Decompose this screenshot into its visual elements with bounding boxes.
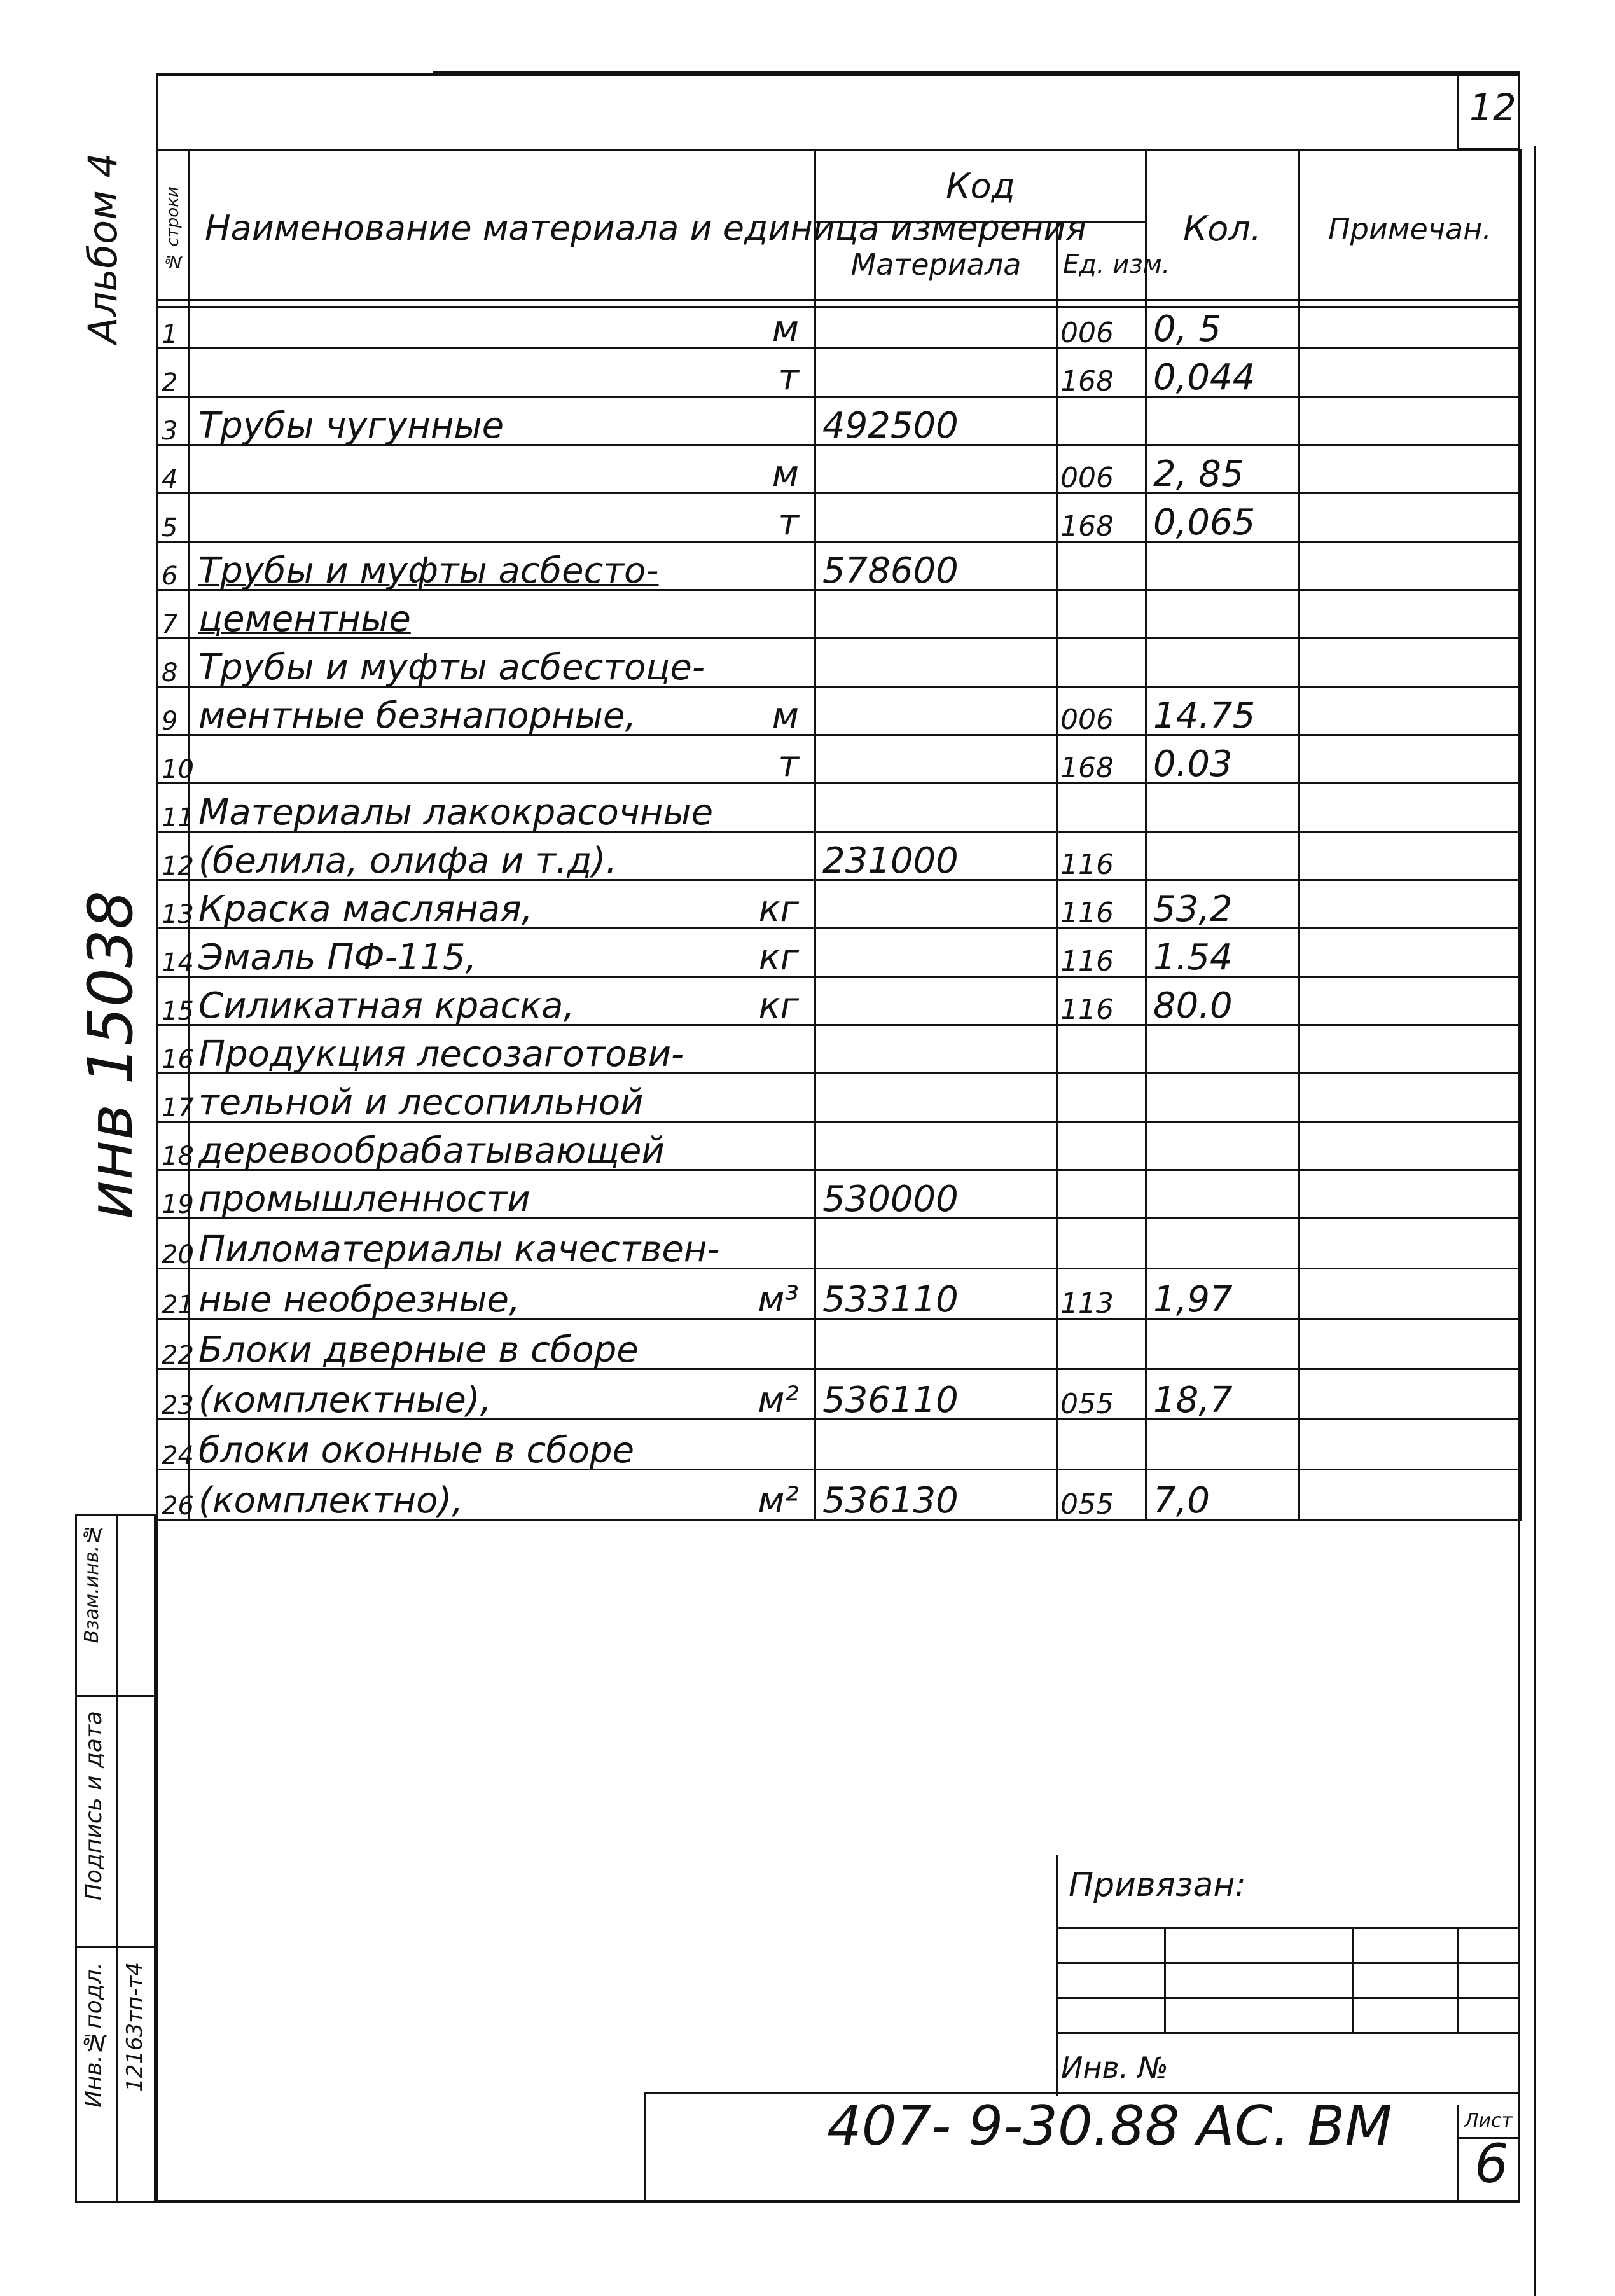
unit-header: Ед. изм. [1057,223,1146,307]
unit-code: 055 [1057,1369,1146,1420]
quantity [1146,397,1299,445]
quantity [1146,1122,1299,1170]
quantity: 0, 5 [1146,300,1299,349]
material-name: Трубы чугунные [198,405,504,446]
binding-rule-3 [1056,1997,1520,1999]
name-header: Наименование материала и единица измерения [189,151,815,307]
unit-code: 055 [1057,1470,1146,1520]
note [1299,639,1521,687]
row-number: 3 [157,397,189,445]
sheet-label: Лист [1464,2110,1513,2132]
material-code [815,1219,1057,1269]
materials-table [156,299,1522,1521]
table-row [157,494,1521,542]
note [1299,1219,1521,1269]
note-header: Примечан. [1299,151,1521,307]
material-name-cell [189,542,815,590]
row-number: 23 [157,1369,189,1420]
binding-rule-4 [1056,2032,1520,2034]
row-number: 22 [157,1319,189,1369]
table-row [157,445,1521,494]
sheet-number: 6 [1474,2133,1509,2195]
row-number: 6 [157,542,189,590]
material-code [815,1074,1057,1122]
quantity [1146,1170,1299,1219]
material-code [815,1122,1057,1170]
title-block-left-rule [644,2092,646,2203]
unit-code: 113 [1057,1269,1146,1319]
row-number: 24 [157,1420,189,1470]
material-name: промышленности [198,1179,530,1220]
row-number: 16 [157,1025,189,1074]
code-header: Код [815,151,1146,223]
quantity [1146,784,1299,832]
table-row [157,1420,1521,1470]
material-name: Силикатная краска, [198,985,575,1027]
material-code [815,590,1057,639]
material-name: ные необрезные, [198,1279,520,1320]
note [1299,542,1521,590]
note [1299,494,1521,542]
row-number: 15 [157,977,189,1025]
unit-code: 116 [1057,832,1146,880]
document-code: 407- 9-30.88 АС. ВМ [827,2094,1392,2158]
unit-code [1057,590,1146,639]
table-row [157,590,1521,639]
note [1299,929,1521,977]
table-row [157,735,1521,784]
material-name-cell [189,1470,815,1520]
material-code: 536110 [815,1369,1057,1420]
qty-header: Кол. [1146,151,1299,307]
table-row [157,639,1521,687]
binding-col-3 [1457,1927,1459,2032]
quantity: 0.03 [1146,735,1299,784]
note [1299,977,1521,1025]
material-name-cell [189,349,815,397]
note [1299,1025,1521,1074]
material-name: (комплектно), [198,1480,464,1521]
unit-code: 116 [1057,880,1146,929]
row-number: 11 [157,784,189,832]
quantity [1146,590,1299,639]
quantity [1146,542,1299,590]
material-code [815,880,1057,929]
quantity: 18,7 [1146,1369,1299,1420]
note [1299,1470,1521,1520]
quantity: 0,044 [1146,349,1299,397]
binding-label: Привязан: [1069,1866,1246,1904]
table-row [157,1369,1521,1420]
material-name-cell [189,300,815,349]
quantity [1146,639,1299,687]
stamp-row-divider-1 [75,1695,156,1697]
note [1299,590,1521,639]
material-code [815,445,1057,494]
quantity: 1.54 [1146,929,1299,977]
material-name: Трубы и муфты асбестоце- [198,647,705,688]
row-number: 5 [157,494,189,542]
table-row [157,832,1521,880]
note [1299,1420,1521,1470]
material-name-cell [189,590,815,639]
row-number: 9 [157,687,189,735]
row-number-header: № строки [157,151,189,307]
material-code: 231000 [815,832,1057,880]
note [1299,880,1521,929]
unit-code [1057,639,1146,687]
material-code [815,687,1057,735]
row-number: 26 [157,1470,189,1520]
material-code [815,639,1057,687]
row-number: 21 [157,1269,189,1319]
quantity: 0,065 [1146,494,1299,542]
right-margin-rule [1534,146,1536,2296]
unit-code: 168 [1057,494,1146,542]
stamp-label-vzam: Взам.инв.№ [81,1523,103,1643]
material-code: 536130 [815,1470,1057,1520]
material-name: Краска масляная, [198,889,533,930]
row-number: 2 [157,349,189,397]
note [1299,397,1521,445]
measure-unit: кг [758,937,799,978]
material-name-cell [189,880,815,929]
inventory-label: инв 15038 [75,890,146,1220]
note [1299,349,1521,397]
quantity: 14.75 [1146,687,1299,735]
table-row [157,1074,1521,1122]
material-name-cell [189,1319,815,1369]
row-number: 4 [157,445,189,494]
measure-unit: м² [758,1480,799,1521]
material-name-cell [189,494,815,542]
material-code [815,1420,1057,1470]
quantity: 80.0 [1146,977,1299,1025]
material-name-cell [189,1122,815,1170]
unit-code [1057,1025,1146,1074]
inventory-number-label: Инв. № [1061,2050,1168,2085]
note [1299,1074,1521,1122]
unit-code: 006 [1057,445,1146,494]
material-name-cell [189,929,815,977]
unit-code [1057,1170,1146,1219]
page-number-divider [1457,73,1459,149]
note [1299,687,1521,735]
unit-code [1057,784,1146,832]
top-rule [433,71,1520,73]
material-code [815,1319,1057,1369]
quantity [1146,832,1299,880]
note [1299,1319,1521,1369]
row-number: 18 [157,1122,189,1170]
row-number: 1 [157,300,189,349]
material-name-cell [189,832,815,880]
unit-code [1057,1219,1146,1269]
material-name-cell [189,1170,815,1219]
material-name-cell [189,445,815,494]
material-code [815,494,1057,542]
material-code [815,349,1057,397]
row-number: 7 [157,590,189,639]
materials-table-body [157,300,1521,1520]
note [1299,1269,1521,1319]
stamp-value: 12163тп-т4 [122,1962,148,2092]
stamp-divider [116,1514,118,2203]
note [1299,445,1521,494]
unit-code [1057,1074,1146,1122]
material-name-cell [189,1369,815,1420]
binding-rule-2 [1056,1962,1520,1964]
material-name: тельной и лесопильной [198,1082,644,1123]
table-row [157,1470,1521,1520]
table-row [157,1122,1521,1170]
material-code: 530000 [815,1170,1057,1219]
material-code: 492500 [815,397,1057,445]
unit-code [1057,542,1146,590]
note [1299,300,1521,349]
binding-col-2 [1352,1927,1354,2032]
unit-code: 006 [1057,687,1146,735]
note [1299,1170,1521,1219]
measure-unit: т [778,743,799,785]
measure-unit: м [772,308,799,350]
stamp-label-podpis: Подпись и дата [81,1711,107,1901]
row-number: 10 [157,735,189,784]
material-name-cell [189,397,815,445]
quantity: 1,97 [1146,1269,1299,1319]
material-code-header: Материала [815,223,1057,307]
sheet-box-left-rule [1457,2105,1459,2203]
measure-unit: т [778,357,799,398]
material-name-cell [189,1269,815,1319]
table-row [157,1269,1521,1319]
quantity [1146,1420,1299,1470]
stamp-label-inv: Инв.№подл. [81,1962,107,2108]
quantity: 53,2 [1146,880,1299,929]
material-name: Эмаль ПФ-115, [198,937,477,978]
material-name: Продукция лесозаготови- [198,1034,684,1075]
table-row [157,300,1521,349]
unit-code: 006 [1057,300,1146,349]
note [1299,1369,1521,1420]
material-name: (белила, олифа и т.д). [198,840,618,882]
table-row [157,880,1521,929]
row-number: 19 [157,1170,189,1219]
measure-unit: м [772,453,799,495]
table-row [157,929,1521,977]
row-number: 12 [157,832,189,880]
table-row [157,784,1521,832]
measure-unit: м³ [758,1279,799,1320]
quantity [1146,1219,1299,1269]
table-row [157,542,1521,590]
material-name: Пиломатериалы качествен- [198,1229,720,1270]
material-name-cell [189,687,815,735]
table-row [157,1170,1521,1219]
row-number: 14 [157,929,189,977]
material-code [815,929,1057,977]
stamp-row-divider-2 [75,1946,156,1948]
material-name: цементные [198,598,411,640]
table-row [157,1219,1521,1269]
measure-unit: кг [758,889,799,930]
table-row [157,977,1521,1025]
material-code: 533110 [815,1269,1057,1319]
album-label: Альбом 4 [80,153,126,344]
unit-code: 116 [1057,977,1146,1025]
material-name: деревообрабатывающей [198,1130,665,1172]
material-name: блоки оконные в сборе [198,1430,635,1471]
table-row [157,687,1521,735]
quantity: 7,0 [1146,1470,1299,1520]
material-name-cell [189,977,815,1025]
note [1299,1122,1521,1170]
material-code [815,735,1057,784]
measure-unit: кг [758,985,799,1027]
material-name: Блоки дверные в сборе [198,1329,639,1371]
unit-code: 168 [1057,735,1146,784]
unit-code [1057,1319,1146,1369]
quantity [1146,1319,1299,1369]
binding-col-1 [1164,1927,1166,2032]
unit-code [1057,397,1146,445]
material-code [815,784,1057,832]
unit-code: 116 [1057,929,1146,977]
table-row [157,349,1521,397]
table-row [157,397,1521,445]
quantity [1146,1025,1299,1074]
material-name: Трубы и муфты асбесто- [198,550,659,591]
unit-code [1057,1420,1146,1470]
table-row [157,1319,1521,1369]
material-name-cell [189,1025,815,1074]
material-name-cell [189,639,815,687]
material-code: 578600 [815,542,1057,590]
note [1299,784,1521,832]
measure-unit: т [778,502,799,543]
material-code [815,1025,1057,1074]
note [1299,735,1521,784]
row-number: 20 [157,1219,189,1269]
material-code [815,300,1057,349]
material-name: ментные безнапорные, [198,695,637,737]
measure-unit: м² [758,1380,799,1421]
row-number: 8 [157,639,189,687]
note [1299,832,1521,880]
table-row [157,1025,1521,1074]
quantity [1146,1074,1299,1122]
material-name-cell [189,784,815,832]
binding-rule-1 [1056,1927,1520,1929]
row-number: 13 [157,880,189,929]
material-name-cell [189,1219,815,1269]
header-table [156,149,1522,308]
material-name: Материалы лакокрасочные [198,792,714,833]
unit-code: 168 [1057,349,1146,397]
page-number: 12 [1469,86,1516,129]
row-number: 17 [157,1074,189,1122]
quantity: 2, 85 [1146,445,1299,494]
material-name-cell [189,1074,815,1122]
material-name-cell [189,735,815,784]
measure-unit: м [772,695,799,737]
material-code [815,977,1057,1025]
material-name-cell [189,1420,815,1470]
unit-code [1057,1122,1146,1170]
material-name: (комплектные), [198,1380,492,1421]
